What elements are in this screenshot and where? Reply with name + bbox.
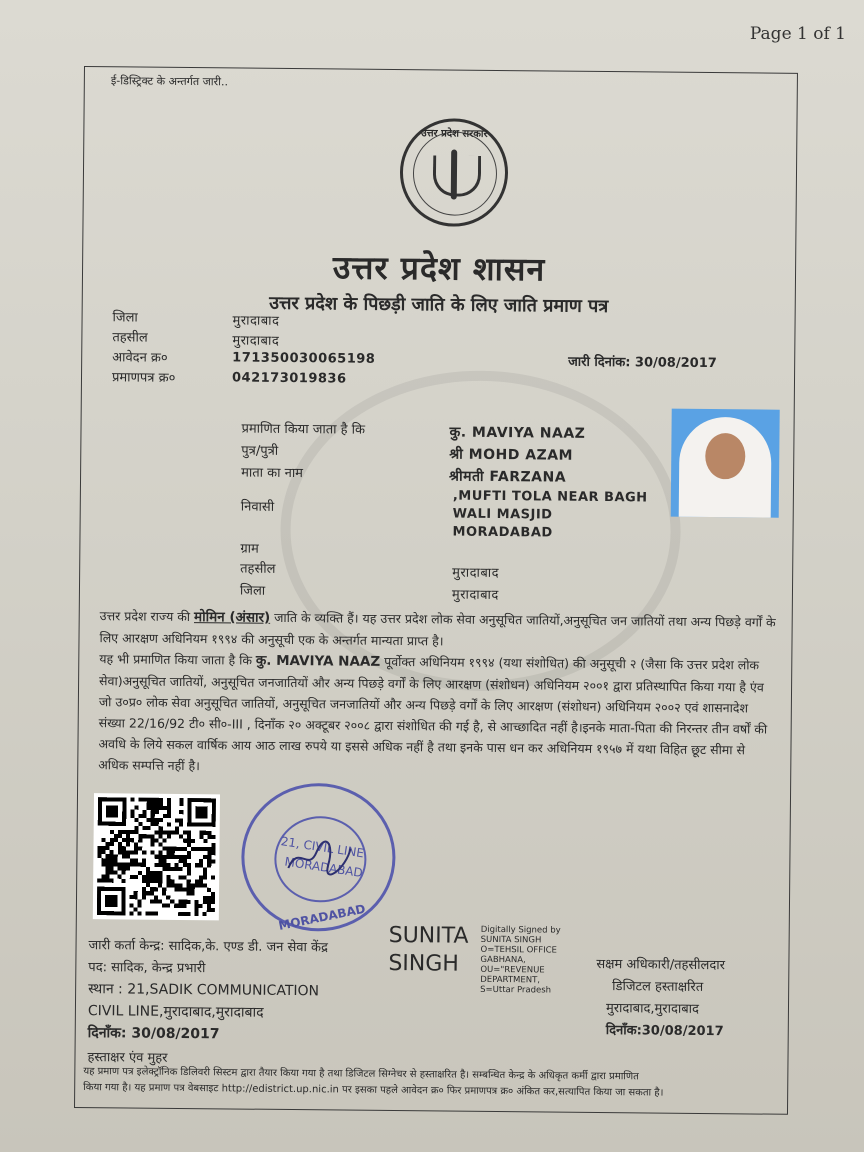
issuer-date: दिनाँक: 30/08/2017 (87, 1025, 220, 1043)
body-text-1a: उत्तर प्रदेश राज्य की (99, 608, 195, 625)
signer-name-line-2: SINGH (388, 950, 460, 977)
tehsil-label: तहसील (112, 330, 148, 346)
emblem-arrow-icon (451, 150, 457, 200)
seal-bottom-text: MORADABAD (277, 901, 367, 933)
emblem-text: उत्तर प्रदेश सरकार (421, 128, 488, 140)
issue-date: जारी दिनांक: 30/08/2017 (568, 354, 717, 372)
body-text-2a: यह भी प्रमाणित किया जाता है कि (99, 651, 257, 668)
issuer-place-2: CIVIL LINE,मुरादाबाद,मुरादाबाद (87, 1003, 264, 1021)
parent-label: पुत्र/पुत्री (241, 443, 279, 459)
state-emblem (399, 118, 508, 227)
edistrict-note: ई-डिस्ट्रिक्ट के अन्तर्गत जारी.. (110, 74, 229, 89)
certify-label: प्रमाणित किया जाता है कि (241, 421, 366, 438)
certificate-title: उत्तर प्रदेश शासन (332, 248, 546, 289)
father-name: श्री MOHD AZAM (449, 446, 574, 464)
footer-note-2: किया गया है। यह प्रमाण पत्र वेबसाइट http://edistrict.up.nic.in पर इसका पहले आवेदन क्र० फिर प्रमाणपत्र क्र० अंकित कर,सत्यापित किया जा सकता है। (83, 1082, 664, 1099)
mother-label: माता का नाम (241, 465, 304, 482)
digital-signature-details: Digitally Signed by SUNITA SINGH O=TEHSIL OFFICE GABHANA, OU="REVENUE DEPARTMENT, S=Uttar Pradesh (480, 924, 561, 996)
certificate-frame (74, 66, 798, 1115)
qr-code (93, 793, 220, 920)
issuer-post: पद: सादिक, केन्द्र प्रभारी (88, 960, 206, 977)
address-line-1: ,MUFTI TOLA NEAR BAGH (452, 488, 648, 506)
footer-note-1: यह प्रमाण पत्र इलेक्ट्रॉनिक डिलिवरी सिस्टम द्वारा तैयार किया गया है तथा डिजिटल सिग्नेचर से हस्ताक्षरित है। सम्बन्धित केन्द्र के अधिकृत कर्मी द्वारा प्रमाणित (83, 1066, 639, 1083)
issuer-place-1: स्थान : 21,SADIK COMMUNICATION (88, 981, 320, 1000)
certificate-subtitle: उत्तर प्रदेश के पिछड़ी जाति के लिए जाति प्रमाण पत्र (269, 292, 609, 318)
person-tehsil-label: तहसील (240, 561, 276, 577)
mother-name: श्रीमती FARZANA (448, 468, 567, 486)
person-district-value: मुरादाबाद (451, 587, 499, 604)
page-number: Page 1 of 1 (749, 24, 846, 44)
candidate-name: कु. MAVIYA NAAZ (449, 424, 586, 442)
body-text-1b: जाति के व्यक्ति हैं। यह उत्तर प्रदेश लोक सेवा अनुसूचित जातियों,अनुसूचित जन जातियों तथा अन्य पिछड़े वर्गों के लिए आरक्षण अधिनियम १९९४ की अनुसूची एक के अन्तर्गत मान्यता प्राप्त है। (99, 609, 776, 649)
certificate-no-value: 042173019836 (231, 370, 347, 387)
address-line-3: MORADABAD (452, 524, 553, 541)
district-label: जिला (112, 310, 138, 326)
tehsil-value: मुरादाबाद (232, 333, 280, 349)
qr-code-graphic (97, 797, 216, 916)
district-value: मुरादाबाद (232, 313, 280, 329)
sign-and-seal-label: हस्ताक्षर एंव मुहर (87, 1050, 168, 1066)
seal-signature-icon (284, 838, 354, 879)
seal-line-2: MORADABAD (283, 854, 364, 881)
officer-date: दिनाँक:30/08/2017 (605, 1023, 724, 1040)
application-no-value: 171350030065198 (232, 350, 376, 367)
photo-face (705, 433, 745, 479)
body-candidate-name: कु. MAVIYA NAAZ (255, 652, 381, 670)
resident-label: निवासी (240, 499, 275, 515)
candidate-photo (671, 409, 780, 518)
center-seal (241, 783, 396, 932)
application-no-label: आवेदन क्र० (112, 350, 168, 366)
village-label: ग्राम (240, 541, 259, 557)
certificate-body (98, 605, 776, 781)
person-district-label: जिला (239, 583, 266, 599)
seal-line-1: 21, CIVIL LINE (279, 834, 365, 861)
body-text-2b: पूर्वोक्त अधिनियम १९९४ (यथा संशोधित) की अनुसूची २ (जैसा कि उत्तर प्रदेश लोक सेवा)अनुसूचित जातियों, अनुसूचित जनजातियों और अन्य पिछड़े वर्गों के लिए आरक्षण (संशोधन) अधिनियम २००१ द्वारा प्रतिस्थापित किया गया है एंव जो उ०प्र० लोक सेवा अनुसूचित जातियों, अनुसूचित जनजातियों और अन्य पिछड़े वर्गों के लिए आरक्षण (संशोधन) अधिनियम २००२ एवं शासनादेश संख्या 22/16/92 टी० सी०-III , दिनाँक २० अक्टूबर २००८ द्वारा संशोधित की गई है, से आच्छादित नहीं है।इनके माता-पिता की निरन्तर तीन वर्षों की अवधि के लिये सकल वार्षिक आय आठ लाख रुपये या इससे अधिक नहीं है तथा इनके पास धन कर अधिनियम १९५७ में यथा विहित छूट सीमा से अधिक सम्पत्ति नहीं है। (98, 653, 768, 774)
person-tehsil-value: मुरादाबाद (452, 565, 500, 582)
certificate-no-label: प्रमाणपत्र क्र० (111, 370, 176, 386)
officer-digital-sign: डिजिटल हस्ताक्षरित (612, 979, 704, 995)
officer-title: सक्षम अधिकारी/तहसीलदार (596, 956, 726, 974)
caste-name: मोमिन (अंसार) (193, 609, 271, 626)
issuing-center: जारी कर्ता केन्द्र: सादिक,के. एण्ड डी. जन सेवा केंद्र (88, 938, 328, 956)
signer-name-line-1: SUNITA (388, 922, 469, 949)
officer-place: मुरादाबाद,मुरादाबाद (605, 1001, 700, 1017)
address-line-2: WALI MASJID (452, 506, 553, 523)
signer-name (388, 922, 468, 979)
